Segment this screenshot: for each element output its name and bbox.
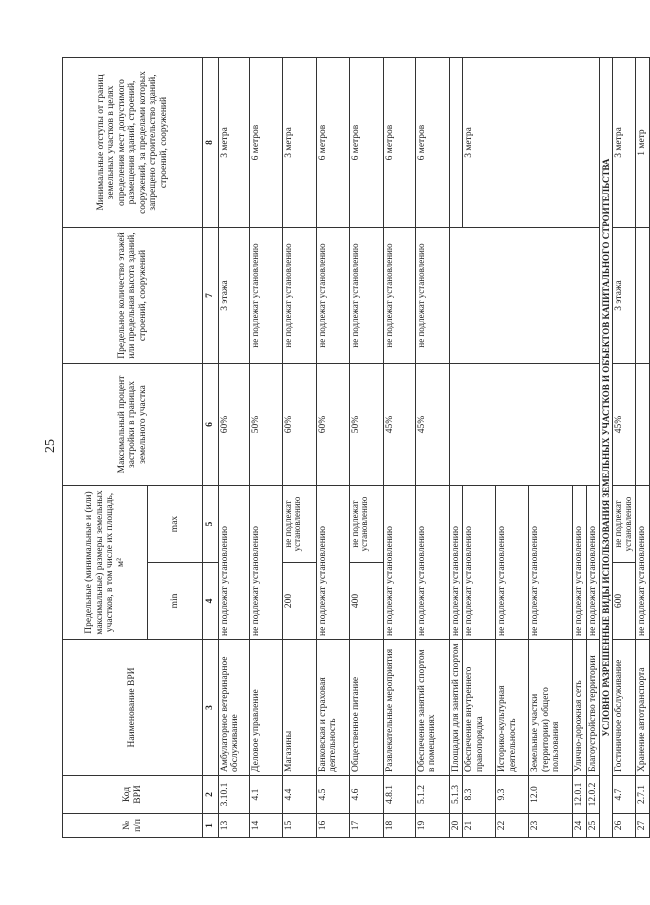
col-number: 4 — [203, 563, 219, 640]
col-number: 3 — [203, 640, 219, 776]
table-row — [316, 58, 349, 838]
table-row — [383, 58, 415, 838]
row-setback: 3 метра — [282, 58, 316, 228]
row-num: 14 — [249, 814, 282, 838]
row-name: Благоустройство территории — [586, 640, 600, 776]
row-setback-empty — [449, 58, 463, 228]
table-row — [218, 58, 249, 838]
row-name: Обеспечение занятий спортом в помещениях — [415, 640, 449, 776]
row-name: Магазины — [282, 640, 316, 776]
row-floors: 3 этажа — [613, 228, 636, 364]
row-size: не подлежат установлению — [415, 486, 449, 640]
row-coverage: 50% — [349, 364, 383, 486]
row-coverage: 50% — [249, 364, 282, 486]
row-floors: 3 этажа — [218, 228, 249, 364]
header-row-1 — [63, 58, 148, 838]
row-code: 4.8.1 — [383, 776, 415, 814]
row-floors-empty — [636, 228, 650, 364]
header-coverage: Максимальный процент застройки в границах земельного участка — [63, 364, 203, 486]
row-floors: не подлежат установлению — [316, 228, 349, 364]
row-name: Общественное питание — [349, 640, 383, 776]
merged-coverage-empty — [449, 364, 600, 486]
row-name: Хранение автотранспорта — [636, 640, 650, 776]
row-name: Развлекательные мероприятия — [383, 640, 415, 776]
row-max: не подлежат установлению — [349, 486, 383, 563]
row-name: Обеспечение внутреннего правопорядка — [463, 640, 496, 776]
col-number: 1 — [203, 814, 219, 838]
row-num: 17 — [349, 814, 383, 838]
table-row — [613, 58, 636, 838]
row-num: 18 — [383, 814, 415, 838]
row-coverage: 60% — [218, 364, 249, 486]
row-floors: не подлежат установлению — [282, 228, 316, 364]
row-size: не подлежат установлению — [636, 486, 650, 640]
table-row — [636, 58, 650, 838]
row-code: 9.3 — [496, 776, 529, 814]
row-code: 12.0.2 — [586, 776, 600, 814]
row-code: 12.0.1 — [573, 776, 587, 814]
row-num: 26 — [613, 814, 636, 838]
row-min: 200 — [282, 563, 316, 640]
header-setback: Минимальные отступы от границ земельных участков в целях определения мест допустимого размещения зданий, строений, сооружений, за пределами которых запрещено строительство зданий, строений, сооружений — [63, 58, 203, 228]
merged-setback: 3 метра — [463, 58, 600, 228]
row-setback: 3 метра — [613, 58, 636, 228]
row-code: 4.4 — [282, 776, 316, 814]
row-coverage: 45% — [613, 364, 636, 486]
col-number: 6 — [203, 364, 219, 486]
row-setback: 1 метр — [636, 58, 650, 228]
table-row — [415, 58, 449, 838]
row-code: 4.6 — [349, 776, 383, 814]
header-size-group: Предельные (минимальные и (или) максимальные) размеры земельных участков, в том числе их площадь, м² — [63, 486, 148, 640]
row-code: 4.5 — [316, 776, 349, 814]
row-num: 16 — [316, 814, 349, 838]
row-setback: 6 метров — [383, 58, 415, 228]
row-num: 25 — [586, 814, 600, 838]
row-num: 19 — [415, 814, 449, 838]
section-header-row — [600, 58, 613, 838]
rotated-table-container — [62, 58, 647, 838]
row-coverage: 45% — [383, 364, 415, 486]
row-max: не подлежат установлению — [613, 486, 636, 563]
row-num: 13 — [218, 814, 249, 838]
row-coverage: 60% — [316, 364, 349, 486]
row-setback: 6 метров — [415, 58, 449, 228]
row-name: Площадки для занятий спортом — [449, 640, 463, 776]
row-floors: не подлежат установлению — [249, 228, 282, 364]
row-setback: 6 метров — [316, 58, 349, 228]
row-code: 8.3 — [463, 776, 496, 814]
row-name: Улично-дорожная сеть — [573, 640, 587, 776]
row-setback: 6 метров — [249, 58, 282, 228]
row-setback: 3 метра — [218, 58, 249, 228]
row-floors: не подлежат установлению — [383, 228, 415, 364]
row-min: 400 — [349, 563, 383, 640]
row-coverage: 60% — [282, 364, 316, 486]
row-setback: 6 метров — [349, 58, 383, 228]
row-floors: не подлежат установлению — [415, 228, 449, 364]
row-code: 2.7.1 — [636, 776, 650, 814]
row-num: 24 — [573, 814, 587, 838]
header-code: Код ВРИ — [63, 776, 203, 814]
row-size: не подлежат установлению — [249, 486, 282, 640]
row-size: не подлежат установлению — [383, 486, 415, 640]
column-number-row — [203, 58, 219, 838]
row-code: 12.0 — [529, 776, 573, 814]
row-num: 21 — [463, 814, 496, 838]
row-name: Гостиничное обслуживание — [613, 640, 636, 776]
row-size: не подлежат установлению — [218, 486, 249, 640]
row-code: 3.10.1 — [218, 776, 249, 814]
row-max: не подлежат установлению — [282, 486, 316, 563]
row-name: Историко-культурная деятельность — [496, 640, 529, 776]
zoning-regulations-table — [62, 57, 650, 838]
page-number: 25 — [43, 439, 58, 453]
row-code: 4.7 — [613, 776, 636, 814]
row-num: 27 — [636, 814, 650, 838]
header-max: max — [148, 486, 203, 563]
row-min: 600 — [613, 563, 636, 640]
table-row — [449, 58, 463, 838]
merged-floors-empty — [449, 228, 600, 364]
row-num: 23 — [529, 814, 573, 838]
row-coverage-empty — [636, 364, 650, 486]
row-size: не подлежат установлению — [316, 486, 349, 640]
col-number: 8 — [203, 58, 219, 228]
row-floors: не подлежат установлению — [349, 228, 383, 364]
header-num: № п/п — [63, 814, 203, 838]
row-coverage: 45% — [415, 364, 449, 486]
row-name: Банковская и страховая деятельность — [316, 640, 349, 776]
row-name: Амбулаторное ветеринарное обслуживание — [218, 640, 249, 776]
section-title: УСЛОВНО РАЗРЕШЕННЫЕ ВИДЫ ИСПОЛЬЗОВАНИЯ ЗЕМЕЛЬНЫХ УЧАСТКОВ И ОБЪЕКТОВ КАПИТАЛЬНОГО СТРОИТЕЛЬСТВА — [600, 58, 613, 838]
header-min: min — [148, 563, 203, 640]
row-name: Земельные участки (территории) общего пользования — [529, 640, 573, 776]
row-size: не подлежат установлению — [586, 486, 600, 640]
row-code: 5.1.2 — [415, 776, 449, 814]
table-row — [249, 58, 282, 838]
row-size: не подлежат установлению — [463, 486, 496, 640]
row-code: 4.1 — [249, 776, 282, 814]
col-number: 2 — [203, 776, 219, 814]
header-name: Наименование ВРИ — [63, 640, 203, 776]
col-number: 7 — [203, 228, 219, 364]
row-name: Деловое управление — [249, 640, 282, 776]
table-row — [349, 58, 383, 838]
row-size: не подлежат установлению — [496, 486, 529, 640]
row-num: 20 — [449, 814, 463, 838]
row-size: не подлежат установлению — [449, 486, 463, 640]
table-row — [282, 58, 316, 838]
row-code: 5.1.3 — [449, 776, 463, 814]
col-number: 5 — [203, 486, 219, 563]
row-size: не подлежат установлению — [573, 486, 587, 640]
header-floors: Предельное количество этажей или предельная высота зданий, строений, сооружений — [63, 228, 203, 364]
row-size: не подлежат установлению — [529, 486, 573, 640]
row-num: 15 — [282, 814, 316, 838]
row-num: 22 — [496, 814, 529, 838]
